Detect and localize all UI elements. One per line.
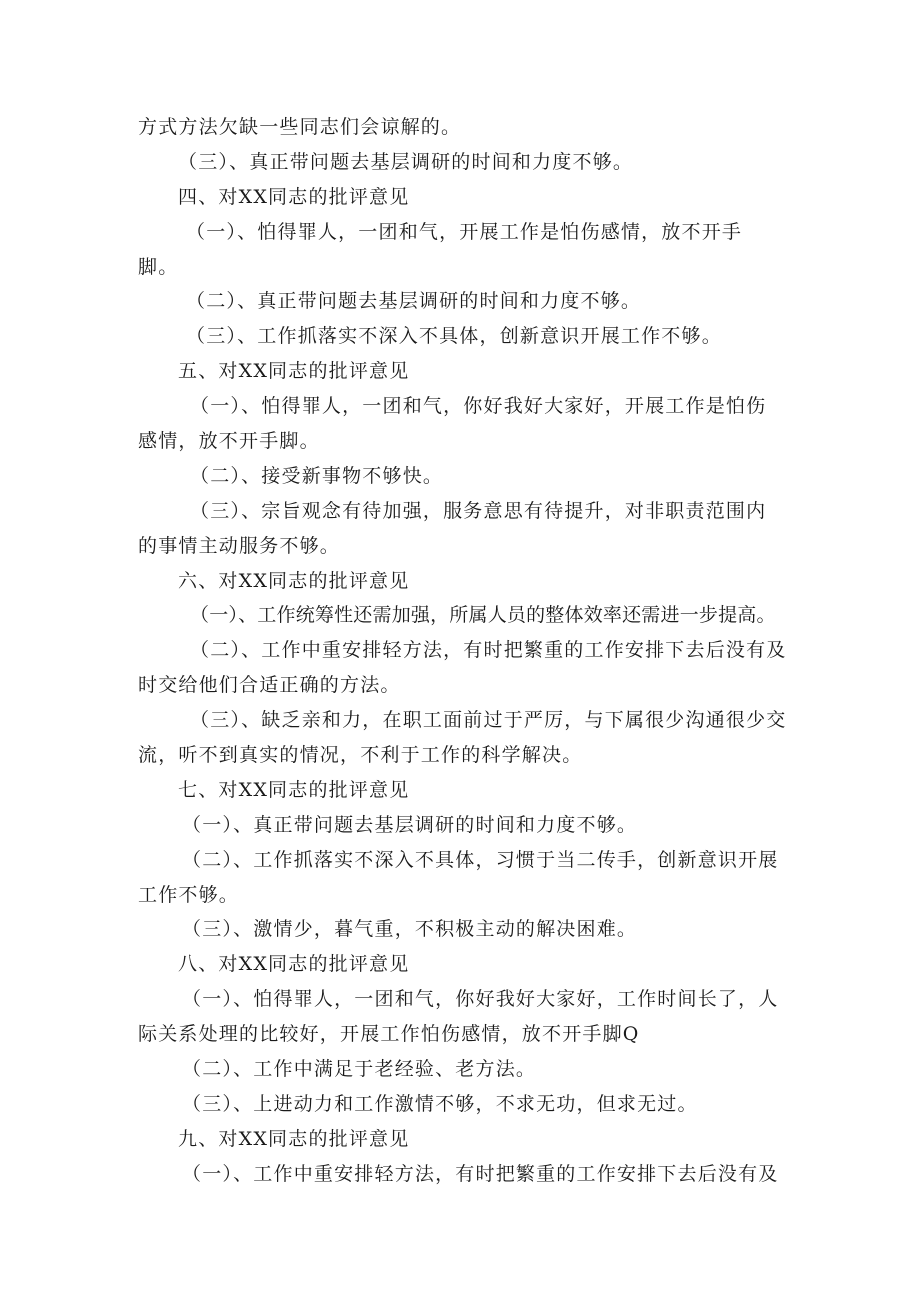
document-body (138, 110, 788, 1192)
text-line: （一）、工作统筹性还需加强，所属人员的整体效率还需进一步提高。 (190, 604, 776, 627)
text-line: 的事情主动服务不够。 (138, 534, 341, 557)
text-line: 感情，放不开手脚。 (138, 430, 320, 453)
text-line: （三）、激情少，暮气重，不积极主动的解决困难。 (182, 918, 638, 941)
section-heading: 六、对XX同志的批评意见 (178, 569, 410, 592)
section-heading: 四、对XX同志的批评意见 (178, 185, 410, 208)
text-line: 流，听不到真实的情况，不利于工作的科学解决。 (138, 744, 583, 767)
text-line: （二）、工作中满足于老经验、老方法。 (182, 1058, 537, 1081)
text-line: 际关系处理的比较好，开展工作怕伤感情，放不开手脚Q (138, 1023, 640, 1046)
text-line: （一）、怕得罪人，一团和气，你好我好大家好，工作时间长了，人 (182, 988, 779, 1011)
text-line: （二）、工作中重安排轻方法，有时把繁重的工作安排下去后没有及 (190, 639, 787, 662)
text-line: 工作不够。 (138, 883, 240, 906)
text-line: （三）、上进动力和工作激情不够，不求无功，但求无过。 (182, 1092, 698, 1115)
text-line: （一）、怕得罪人，一团和气，开展工作是怕伤感情，放不开手 (186, 220, 743, 243)
text-line: （三）、缺乏亲和力，在职工面前过于严厉，与下属很少沟通很少交 (190, 709, 787, 732)
text-line: （二）、工作抓落实不深入不具体，习惯于当二传手，创新意识开展 (182, 848, 779, 871)
text-line: 脚。 (138, 255, 179, 278)
section-heading: 七、对XX同志的批评意见 (178, 778, 410, 801)
text-line: （二）、接受新事物不够快。 (190, 464, 444, 487)
text-line: 时交给他们合适正确的方法。 (138, 674, 401, 697)
text-line: （一）、怕得罪人，一团和气，你好我好大家好，开展工作是怕伤 (190, 395, 767, 418)
text-line: 方式方法欠缺一些同志们会谅解的。 (138, 116, 462, 138)
text-line: （二）、真正带问题去基层调研的时间和力度不够。 (186, 290, 642, 313)
section-heading: 五、对XX同志的批评意见 (178, 360, 410, 383)
text-line: （三）、工作抓落实不深入不具体，创新意识开展工作不够。 (186, 325, 722, 348)
text-line: （三）、宗旨观念有待加强，服务意思有待提升，对非职责范围内 (190, 499, 767, 522)
section-heading: 九、对XX同志的批评意见 (178, 1127, 410, 1150)
section-heading: 八、对XX同志的批评意见 (178, 953, 410, 976)
text-line: （一）、工作中重安排轻方法，有时把繁重的工作安排下去后没有及 (182, 1162, 779, 1185)
text-line: （三）、真正带问题去基层调研的时间和力度不够。 (178, 150, 634, 173)
text-line: （一）、真正带问题去基层调研的时间和力度不够。 (182, 813, 638, 836)
